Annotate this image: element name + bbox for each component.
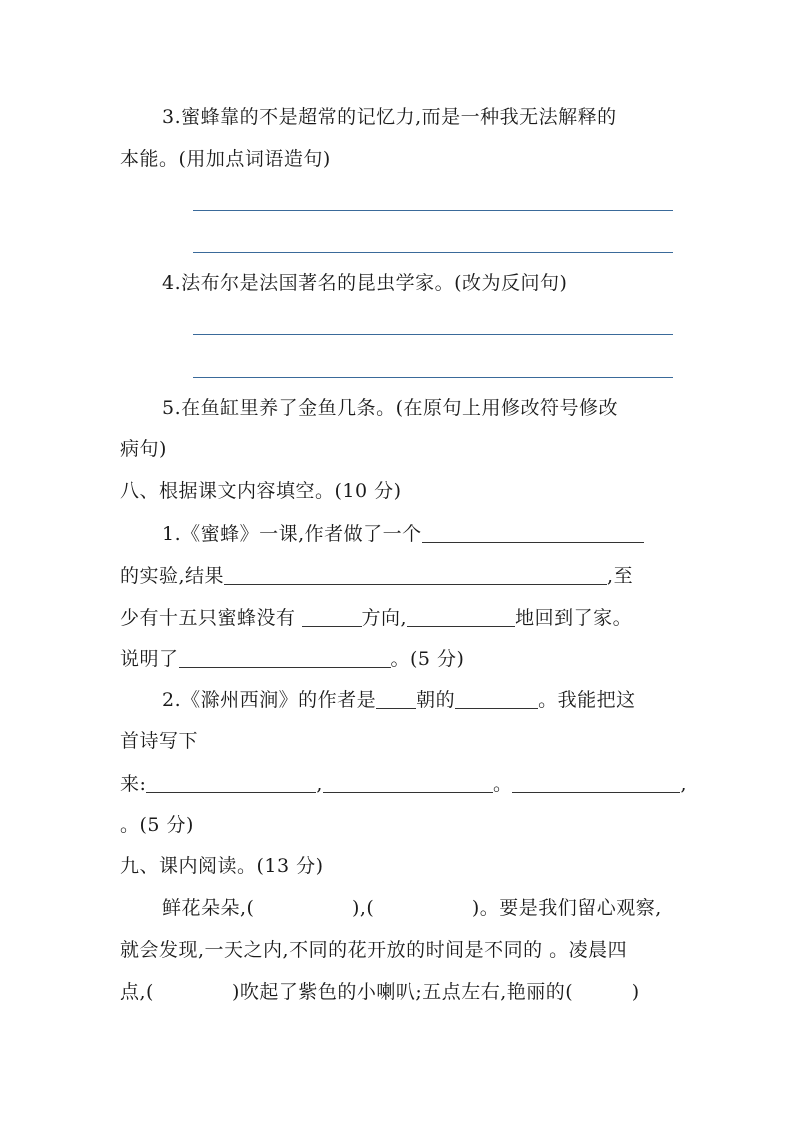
s9-paragraph-line1: 鲜花朵朵,( ),( )。要是我们留心观察,: [162, 897, 662, 919]
s8-item1-text-e: 方向,: [361, 607, 408, 629]
s8-item1-blank-manner[interactable]: [407, 608, 515, 627]
s8-item1-text-d: 少有十五只蜜蜂没有: [120, 607, 296, 629]
s8-item1-blank-experiment[interactable]: [422, 524, 644, 543]
s8-item2-blank-dynasty[interactable]: [376, 690, 416, 709]
s8-item1-text-c: ,至: [607, 565, 634, 587]
q3-answer-line-1[interactable]: [193, 210, 673, 211]
s8-item2-blank-verse3[interactable]: [512, 774, 680, 793]
q3-line1: 3.蜜蜂靠的不是超常的记忆力,而是一种我无法解释的: [162, 106, 617, 128]
section8-heading: 八、根据课文内容填空。(10 分): [120, 480, 402, 502]
s9-paragraph-line2: 就会发现,一天之内,不同的花开放的时间是不同的 。凌晨四: [120, 939, 628, 961]
s8-item1-blank-conclusion[interactable]: [179, 649, 391, 668]
s8-item1-line2: [120, 566, 794, 586]
s8-item2-text-h: ,: [680, 773, 688, 795]
s8-item1-line4: [120, 649, 794, 669]
s8-item2-line1: [162, 690, 794, 710]
q4-line: 4.法布尔是法国著名的昆虫学家。(改为反问句): [162, 272, 568, 294]
s8-item2-line3: [120, 774, 794, 794]
s8-item1-line1: [162, 524, 794, 544]
s8-item1-blank-direction[interactable]: [302, 608, 362, 627]
section9-heading: 九、课内阅读。(13 分): [120, 855, 324, 877]
s8-item1-text-a: 1.《蜜蜂》一课,作者做了一个: [162, 523, 422, 545]
s8-item2-text-g: 。: [492, 773, 513, 795]
s8-item2-text-e: 来:: [120, 773, 147, 795]
s8-item2-text-a: 2.《滁州西涧》的作者是: [162, 689, 377, 711]
s8-item1-line3: [120, 608, 794, 628]
s8-item2-text-c: 。我能把这: [538, 689, 636, 711]
s8-item2-line4: 。(5 分): [120, 814, 194, 836]
s8-item2-blank-verse2[interactable]: [323, 774, 493, 793]
s8-item1-text-h: 。(5 分): [390, 648, 465, 670]
s8-item2-text-b: 朝的: [416, 689, 456, 711]
s8-item1-text-b: 的实验,结果: [120, 565, 225, 587]
q3-answer-line-2[interactable]: [193, 252, 673, 253]
s8-item1-blank-result[interactable]: [224, 566, 607, 585]
s8-item2-blank-author[interactable]: [455, 690, 538, 709]
q5-line1: 5.在鱼缸里养了金鱼几条。(在原句上用修改符号修改: [162, 397, 619, 419]
q5-line2: 病句): [120, 438, 167, 460]
s8-item1-text-g: 说明了: [120, 648, 179, 670]
s8-item2-text-f: ,: [316, 773, 323, 795]
s8-item1-text-f: 地回到了家。: [515, 607, 633, 629]
s8-item2-blank-verse1[interactable]: [146, 774, 316, 793]
s9-paragraph-line3: 点,( )吹起了紫色的小喇叭;五点左右,艳丽的( ): [120, 981, 640, 1003]
q4-answer-line-1[interactable]: [193, 334, 673, 335]
s8-item2-line2: 首诗写下: [120, 730, 199, 752]
q4-answer-line-2[interactable]: [193, 377, 673, 378]
q3-line2: 本能。(用加点词语造句): [120, 148, 331, 170]
